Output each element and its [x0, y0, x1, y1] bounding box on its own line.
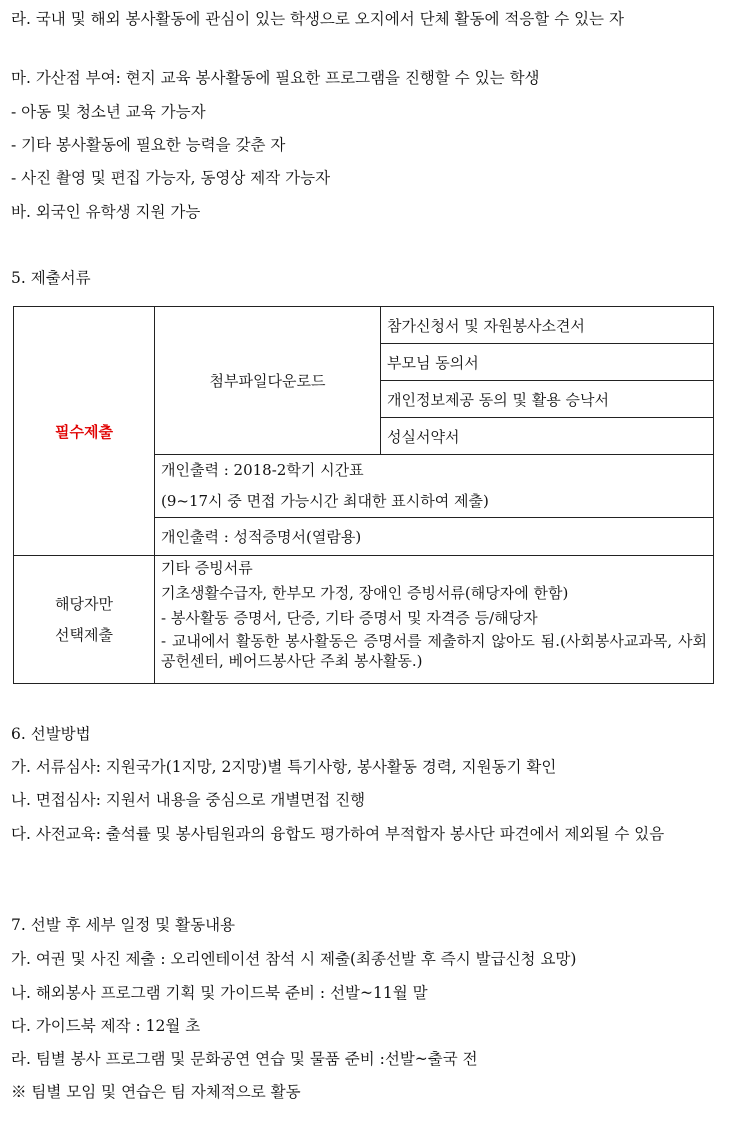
- optional-doc-line: - 봉사활동 증명서, 단증, 기타 증명서 및 자격증 등/해당자: [161, 609, 538, 627]
- download-doc: 개인정보제공 동의 및 활용 승낙서: [381, 381, 714, 418]
- optional-doc-line: 기초생활수급자, 한부모 가정, 장애인 증빙서류(해당자에 한함): [161, 584, 569, 602]
- optional-label-line: 해당자만: [55, 594, 113, 613]
- optional-doc-line: - 교내에서 활동한 봉사활동은 증명서를 제출하지 않아도 됨.(사회봉사교과목, 사회공헌센터, 베어드봉사단 주최 봉사활동.): [161, 632, 707, 670]
- section7-item: 나. 해외봉사 프로그램 기획 및 가이드북 준비 : 선발~11월 말: [11, 984, 428, 1002]
- section6-item-ga: 가. 서류심사: 지원국가(1지망, 2지망)별 특기사항, 봉사활동 경력, 지원동기 확인: [11, 758, 557, 776]
- timetable-cell: [155, 455, 714, 518]
- section7-item: 가. 여권 및 사진 제출 : 오리엔테이션 참석 시 제출(최종선발 후 즉시 발급신청 요망): [11, 950, 577, 968]
- optional-label: [14, 556, 155, 684]
- section6-item-na: 나. 면접심사: 지원서 내용을 중심으로 개별면접 진행: [11, 791, 366, 809]
- optional-doc-line: 기타 증빙서류: [161, 559, 253, 577]
- timetable-line: 개인출력 : 2018-2학기 시간표: [161, 461, 364, 479]
- documents-table: [13, 306, 714, 684]
- download-doc: 참가신청서 및 자원봉사소견서: [381, 307, 714, 344]
- optional-label-line: 선택제출: [55, 625, 113, 644]
- download-doc: 부모님 동의서: [381, 344, 714, 381]
- required-label: 필수제출: [14, 307, 155, 556]
- section7-heading: 7. 선발 후 세부 일정 및 활동내용: [11, 916, 236, 934]
- section6-heading: 6. 선발방법: [11, 725, 91, 743]
- intro-item-ra: 라. 국내 및 해외 봉사활동에 관심이 있는 학생으로 오지에서 단체 활동에 적응할 수 있는 자: [11, 10, 624, 28]
- transcript-cell: 개인출력 : 성적증명서(열람용): [155, 518, 714, 556]
- intro-bullet: - 사진 촬영 및 편집 가능자, 동영상 제작 가능자: [11, 169, 331, 187]
- section7-item: 라. 팀별 봉사 프로그램 및 문화공연 연습 및 물품 준비 :선발~출국 전: [11, 1050, 478, 1068]
- download-doc: 성실서약서: [381, 418, 714, 455]
- section6-item-da: 다. 사전교육: 출석률 및 봉사팀원과의 융합도 평가하여 부적합자 봉사단 파견에서 제외될 수 있음: [11, 825, 665, 843]
- section7-item: 다. 가이드북 제작 : 12월 초: [11, 1017, 201, 1035]
- optional-docs-cell: [155, 556, 714, 684]
- intro-bullet: - 기타 봉사활동에 필요한 능력을 갖춘 자: [11, 136, 286, 154]
- intro-item-ma: 마. 가산점 부여: 현지 교육 봉사활동에 필요한 프로그램을 진행할 수 있는 학생: [11, 69, 540, 87]
- timetable-line: (9~17시 중 면접 가능시간 최대한 표시하여 제출): [161, 492, 489, 510]
- intro-item-ba: 바. 외국인 유학생 지원 가능: [11, 203, 201, 221]
- section5-heading: 5. 제출서류: [11, 269, 91, 287]
- section7-note: ※ 팀별 모임 및 연습은 팀 자체적으로 활동: [11, 1083, 301, 1101]
- attachment-download[interactable]: 첨부파일다운로드: [155, 307, 381, 455]
- intro-bullet: - 아동 및 청소년 교육 가능자: [11, 103, 206, 121]
